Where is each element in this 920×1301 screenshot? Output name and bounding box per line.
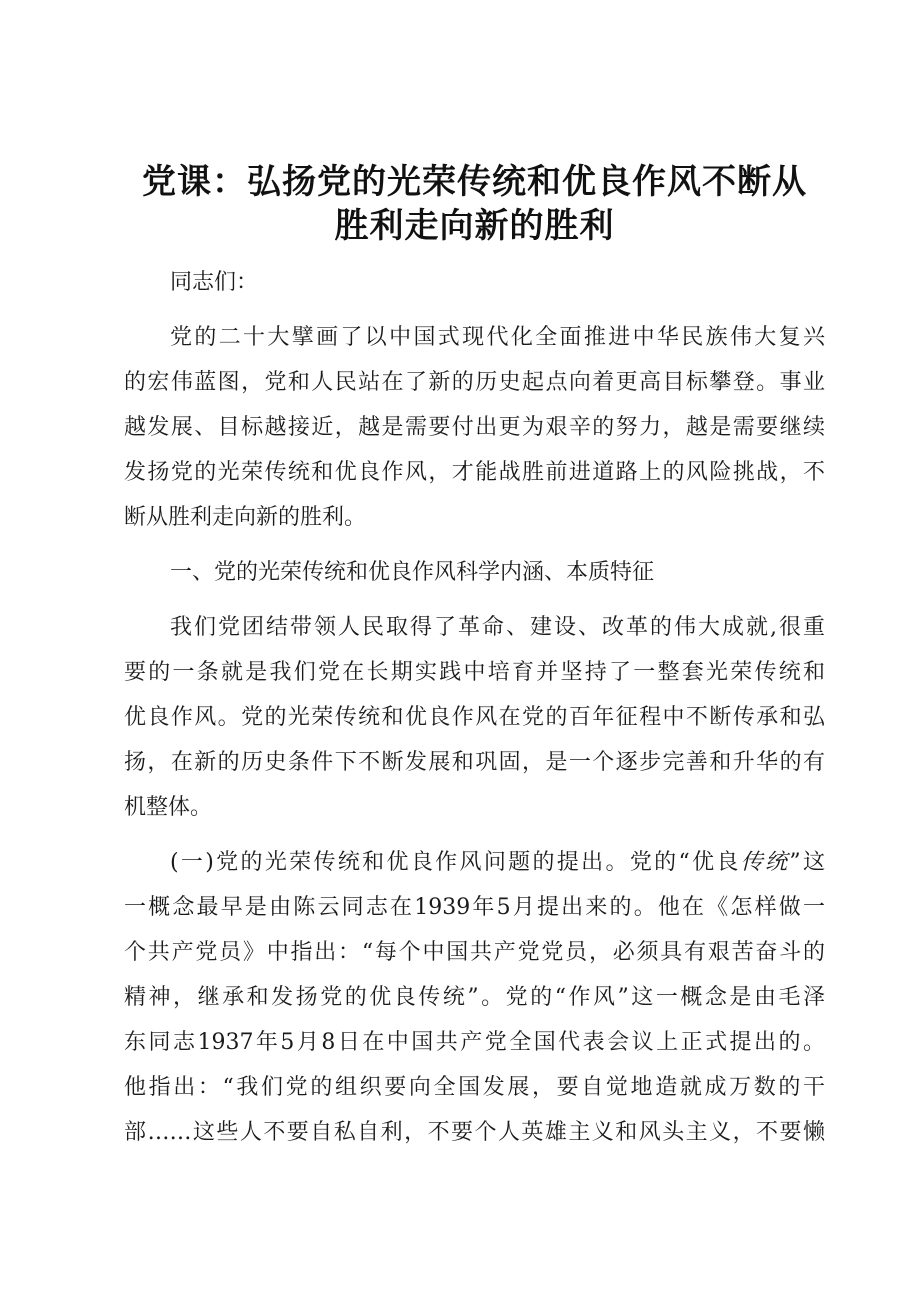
paragraph-achievements bbox=[124, 605, 825, 830]
paragraph-intro bbox=[124, 315, 825, 540]
paragraph-line: 发扬党的光荣传统和优良作风，才能战胜前进道路上的风险挑战，不 bbox=[124, 460, 825, 485]
paragraph-line: 东同志1937年5月8日在中国共产党全国代表会议上正式提出的。 bbox=[124, 1030, 825, 1055]
paragraph-line: 机整体。 bbox=[124, 795, 213, 820]
document-title bbox=[114, 160, 835, 248]
italic-term: 传统 bbox=[740, 850, 790, 875]
paragraph-line: 断从胜利走向新的胜利。 bbox=[124, 505, 367, 530]
paragraph-line: 扬，在新的历史条件下不断发展和巩固，是一个逐步完善和升华的有 bbox=[124, 750, 825, 775]
paragraph-line: 要的一条就是我们党在长期实践中培育并坚持了一整套光荣传统和 bbox=[124, 660, 825, 685]
paragraph-line: 党的二十大擘画了以中国式现代化全面推进中华民族伟大复兴 bbox=[170, 325, 825, 350]
salutation: 同志们： bbox=[170, 270, 259, 295]
paragraph-line: 越发展、目标越接近，越是需要付出更为艰辛的努力，越是需要继续 bbox=[124, 415, 825, 440]
paragraph-line: (一)党的光荣传统和优良作风问题的提出。党的“优良传统”这 bbox=[170, 850, 825, 875]
paragraph-line: 他指出：“我们党的组织要向全国发展，要自觉地造就成万数的干 bbox=[124, 1075, 825, 1100]
subheading-text: (一)党的光荣传统和优良作风问题的提出。党的“优良 bbox=[170, 850, 741, 875]
paragraph-line: 的宏伟蓝图，党和人民站在了新的历史起点向着更高目标攀登。事业 bbox=[124, 370, 825, 395]
paragraph-line: 一概念最早是由陈云同志在1939年5月提出来的。他在《怎样做一 bbox=[124, 895, 825, 920]
paragraph-origin bbox=[124, 840, 825, 1155]
paragraph-line: 我们党团结带领人民取得了革命、建设、改革的伟大成就,很重 bbox=[170, 615, 825, 640]
paragraph-line: 个共产党员》中指出：“每个中国共产党党员，必须具有艰苦奋斗的 bbox=[124, 940, 825, 965]
title-line-1: 党课：弘扬党的光荣传统和优良作风不断从 bbox=[142, 162, 807, 202]
section-heading-1: 一、党的光荣传统和优良作风科学内涵、本质特征 bbox=[170, 560, 655, 585]
paragraph-line: 优良作风。党的光荣传统和优良作风在党的百年征程中不断传承和弘 bbox=[124, 705, 825, 730]
title-line-2: 胜利走向新的胜利 bbox=[334, 206, 615, 246]
paragraph-line: 部……这些人不要自私自利，不要个人英雄主义和风头主义，不要懒 bbox=[124, 1120, 825, 1145]
paragraph-line: 精神，继承和发扬党的优良传统”。党的“作风”这一概念是由毛泽 bbox=[124, 985, 825, 1010]
